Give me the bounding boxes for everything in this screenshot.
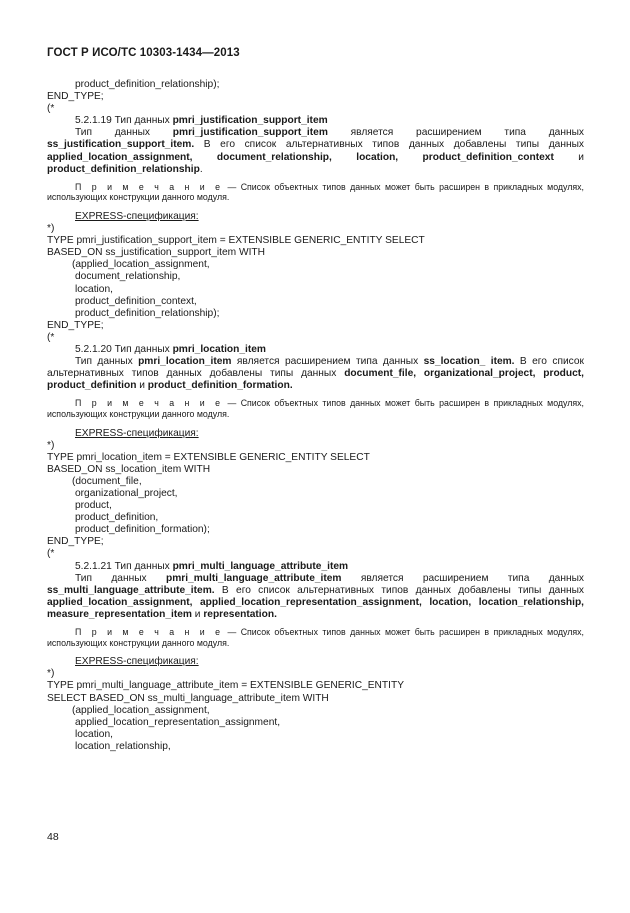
code-line: TYPE pmri_location_item = EXTENSIBLE GENERIC_ENTITY SELECT (47, 451, 370, 463)
note-20 (47, 398, 584, 419)
page-number: 48 (47, 831, 59, 843)
note-label: П р и м е ч а н и е (75, 398, 224, 409)
heading-type-name: pmri_multi_language_attribute_item (172, 560, 349, 572)
text-run: Тип данных (75, 127, 173, 139)
express-spec-label: EXPRESS-спецификация: (75, 656, 199, 668)
text-run: В его список альтернативных типов данных добавлены типы данных (214, 584, 584, 596)
heading-type-name: pmri_location_item (172, 343, 266, 355)
type-name: pmri_location_item (138, 356, 232, 368)
note-21 (47, 627, 584, 648)
text-run: и (191, 608, 204, 620)
text-run: является расширением типа данных (341, 572, 584, 584)
code-line: (* (47, 548, 55, 560)
type-name: pmri_justification_support_item (172, 127, 328, 139)
code-line: SELECT BASED_ON ss_multi_language_attribute_item WITH (47, 692, 329, 704)
code-line: product, (75, 500, 112, 512)
express-spec-label: EXPRESS-спецификация: (75, 427, 199, 439)
code-line: organizational_project, (75, 488, 178, 499)
document-body (47, 79, 584, 753)
code-line: BASED_ON ss_justification_support_item WITH (47, 247, 265, 259)
text-run: является расширением типа данных (327, 127, 584, 139)
heading-prefix: 5.2.1.20 Тип данных (75, 343, 173, 355)
text-run: Тип данных (75, 356, 139, 368)
section-paragraph-21 (47, 573, 584, 621)
text-run: В его список альтернативных типов данных добавлены типы данных (194, 139, 584, 151)
code-line: document_relationship, (75, 271, 181, 283)
note-text: — Список объектных типов данных может быть расширен в прикладных модулях, использующих конструкции данного модуля. (47, 398, 584, 419)
code-line: TYPE pmri_multi_language_attribute_item = EXTENSIBLE GENERIC_ENTITY (47, 680, 404, 692)
code-line: applied_location_representation_assignment, (75, 716, 281, 728)
type-name: ss_multi_language_attribute_item. (47, 584, 215, 596)
section-heading-21 (47, 561, 584, 573)
type-name: pmri_multi_language_attribute_item (165, 572, 342, 584)
code-line: product_definition_relationship); (75, 307, 220, 319)
code-line: *) (47, 439, 55, 451)
code-line: (applied_location_assignment, (72, 704, 210, 716)
code-line: location_relationship, (75, 740, 171, 752)
code-line: *) (47, 668, 55, 680)
code-line: TYPE pmri_justification_support_item = EXTENSIBLE GENERIC_ENTITY SELECT (47, 235, 425, 247)
note-text: — Список объектных типов данных может быть расширен в прикладных модулях, использующих конструкции данного модуля. (47, 627, 584, 648)
type-name: document_file, organizational_project, product, product_definition (47, 368, 584, 392)
code-line: product_definition_context, (75, 295, 197, 307)
heading-prefix: 5.2.1.21 Тип данных (75, 560, 173, 572)
type-name: representation. (203, 608, 277, 620)
code-line: (applied_location_assignment, (72, 259, 210, 271)
code-line: (* (47, 103, 55, 115)
note-text: — Список объектных типов данных может быть расширен в прикладных модулях, использующих конструкции данного модуля. (47, 181, 584, 203)
text-run: является расширением типа данных (231, 356, 424, 368)
text-run: В его список альтернативных типов данных добавлены типы данных (47, 356, 584, 380)
code-line: product_definition_formation); (75, 524, 210, 536)
code-line: BASED_ON ss_location_item WITH (47, 463, 211, 475)
text-run: . (199, 163, 203, 175)
section-heading-20 (47, 344, 584, 356)
heading-prefix: 5.2.1.19 Тип данных (75, 115, 173, 127)
code-line: END_TYPE; (47, 319, 104, 331)
type-name: ss_location_ item. (423, 356, 515, 368)
type-name: product_definition_formation. (147, 380, 293, 392)
section-paragraph-20 (47, 356, 584, 392)
type-name: applied_location_assignment, applied_location_representation_assignment, location, location_relationship, measure_representation_item (47, 596, 584, 620)
text-run: и (136, 380, 148, 392)
heading-type-name: pmri_justification_support_item (172, 115, 328, 127)
code-line: END_TYPE; (47, 536, 104, 548)
code-line: product_definition_relationship); (75, 79, 220, 90)
code-line: product_definition, (75, 512, 159, 524)
type-name: applied_location_assignment, document_relationship, location, product_definition_context (47, 151, 554, 163)
note-label: П р и м е ч а н и е (75, 181, 224, 192)
note-19 (47, 182, 584, 203)
code-line: location, (75, 728, 113, 740)
document-header: ГОСТ Р ИСО/ТС 10303-1434—2013 (47, 47, 240, 59)
code-line: END_TYPE; (47, 91, 104, 103)
code-line: (document_file, (72, 475, 142, 487)
text-run: и (553, 151, 584, 163)
text-run: Тип данных (75, 572, 166, 584)
section-paragraph-19 (47, 127, 584, 175)
code-line: *) (47, 223, 55, 235)
section-heading-19 (47, 115, 584, 127)
express-spec-label: EXPRESS-спецификация: (75, 210, 199, 222)
code-line: location, (75, 283, 113, 295)
note-label: П р и м е ч а н и е (75, 627, 224, 638)
type-name: product_definition_relationship (47, 163, 200, 175)
type-name: ss_justification_support_item. (47, 139, 195, 151)
code-line: (* (47, 331, 55, 343)
